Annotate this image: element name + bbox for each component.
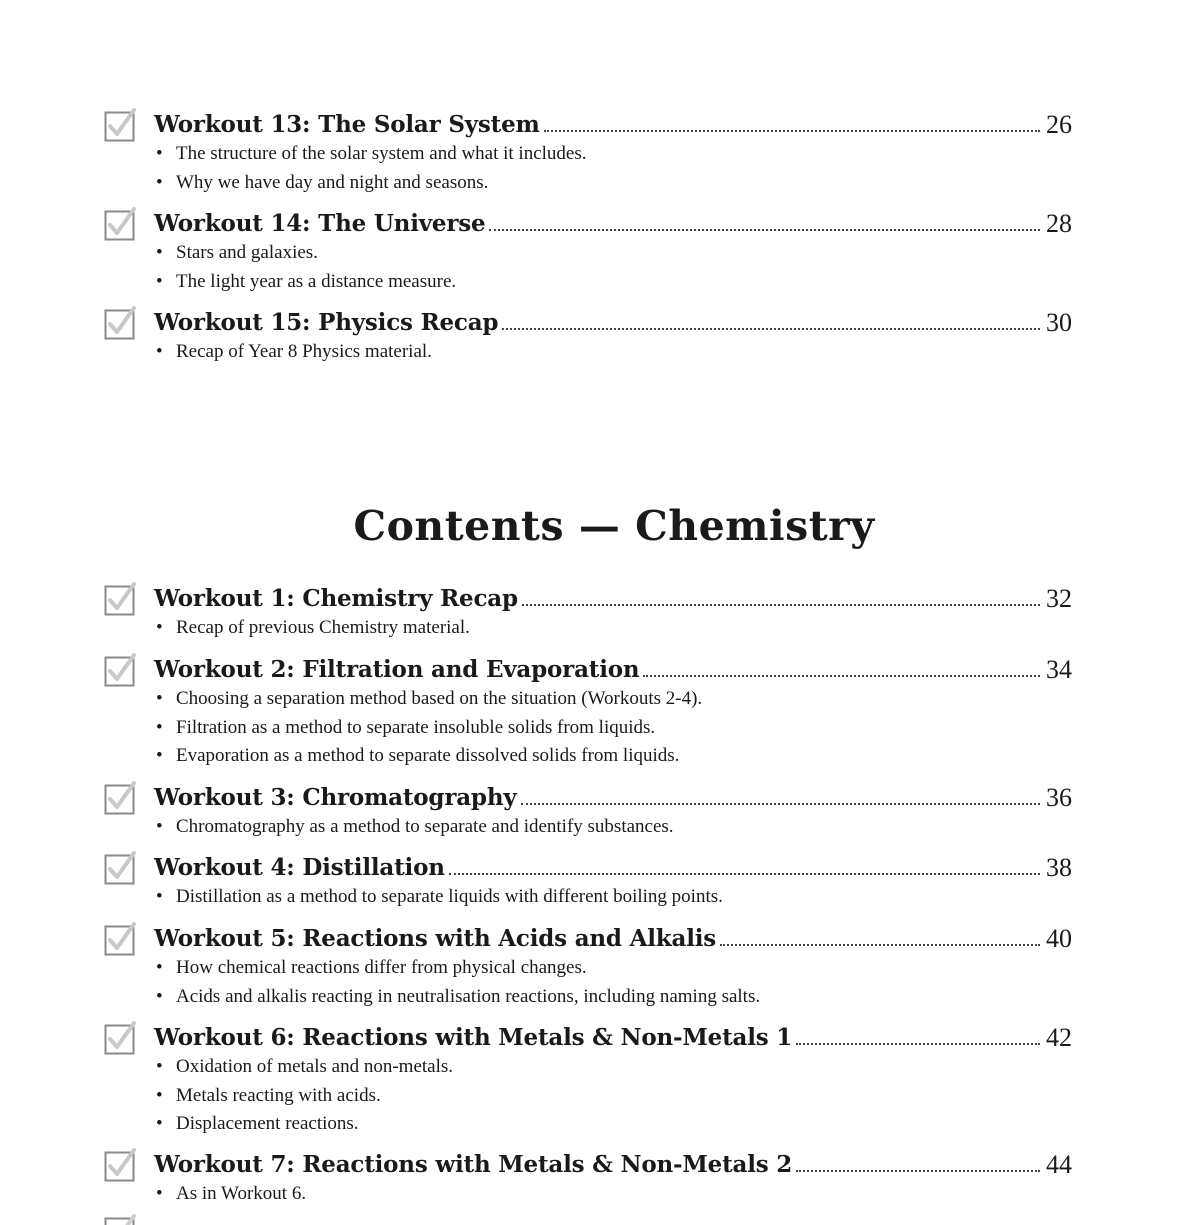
page-number: 42 bbox=[1046, 1023, 1072, 1052]
checkbox-tick-icon[interactable] bbox=[104, 1148, 138, 1182]
bullet-item bbox=[156, 1053, 1072, 1082]
entry-heading-row bbox=[104, 1019, 1072, 1053]
entry-heading-row bbox=[104, 651, 1072, 685]
bullet-item bbox=[156, 338, 1072, 367]
bullet-item bbox=[156, 1180, 1072, 1209]
workout-title: Workout 2: Filtration and Evaporation bbox=[154, 656, 640, 683]
bullet-item bbox=[156, 742, 1072, 771]
bullet-text: Evaporation as a method to separate dissolved solids from liquids. bbox=[176, 745, 680, 766]
entry-title-row bbox=[154, 779, 1072, 813]
bullet-glyph: • bbox=[156, 617, 163, 638]
entry-bullet-list bbox=[104, 1053, 1072, 1139]
contents-entry bbox=[104, 580, 1072, 643]
contents-entry bbox=[104, 1146, 1072, 1209]
bullet-text: Choosing a separation method based on the situation (Workouts 2-4). bbox=[176, 688, 703, 709]
page-number: 44 bbox=[1046, 1150, 1072, 1179]
bullet-item bbox=[156, 954, 1072, 983]
contents-entry bbox=[104, 205, 1072, 296]
page-number: 40 bbox=[1046, 924, 1072, 953]
checkbox-tick-icon[interactable] bbox=[104, 306, 138, 340]
bullet-text: Distillation as a method to separate liquids with different boiling points. bbox=[176, 886, 723, 907]
entry-bullet-list bbox=[104, 239, 1072, 296]
entry-title-row bbox=[154, 205, 1072, 239]
bullet-text: Metals reacting with acids. bbox=[176, 1084, 381, 1106]
bullet-glyph: • bbox=[156, 341, 163, 362]
entry-heading-row bbox=[104, 106, 1072, 140]
bullet-text: As in Workout 6. bbox=[176, 1183, 307, 1204]
bullet-item bbox=[156, 169, 1072, 198]
bullet-text: Chromatography as a method to separate and identify substances. bbox=[176, 816, 674, 837]
entry-title-row bbox=[154, 304, 1072, 338]
bullet-glyph: • bbox=[156, 886, 163, 907]
page-number: 38 bbox=[1046, 853, 1072, 882]
page-number: 32 bbox=[1046, 584, 1072, 613]
entry-title-row bbox=[154, 651, 1072, 685]
checkbox-tick-icon[interactable] bbox=[104, 108, 138, 142]
bullet-glyph: • bbox=[156, 270, 163, 292]
entry-heading-row bbox=[104, 580, 1072, 614]
entry-bullet-list bbox=[104, 140, 1072, 197]
checkbox-tick-icon[interactable] bbox=[104, 851, 138, 885]
entry-heading-row bbox=[104, 779, 1072, 813]
entry-title-row bbox=[154, 580, 1072, 614]
contents-entry bbox=[104, 304, 1072, 367]
dot-leader bbox=[521, 802, 1040, 805]
bullet-text: Filtration as a method to separate insoluble solids from liquids. bbox=[176, 716, 656, 738]
workout-title: Workout 14: The Universe bbox=[154, 210, 486, 237]
bullet-text: Displacement reactions. bbox=[176, 1113, 359, 1134]
checkbox-tick-icon[interactable] bbox=[104, 781, 138, 815]
contents-entry bbox=[104, 1019, 1072, 1139]
checkbox-tick-icon[interactable] bbox=[104, 582, 138, 616]
entry-title-row bbox=[154, 1146, 1072, 1180]
entry-title-row bbox=[154, 106, 1072, 140]
bullet-text: Recap of previous Chemistry material. bbox=[176, 617, 470, 638]
dot-leader bbox=[643, 674, 1040, 677]
bullet-glyph: • bbox=[156, 1084, 163, 1106]
bullet-glyph: • bbox=[156, 957, 163, 978]
workout-title: Workout 4: Distillation bbox=[154, 854, 445, 881]
page-number: 34 bbox=[1046, 655, 1072, 684]
bullet-glyph: • bbox=[156, 1056, 163, 1077]
checkbox-icon-partial bbox=[104, 1214, 138, 1225]
dot-leader bbox=[720, 943, 1040, 946]
bullet-item bbox=[156, 983, 1072, 1012]
bullet-text: Oxidation of metals and non-metals. bbox=[176, 1056, 454, 1077]
bullet-item bbox=[156, 714, 1072, 743]
bullet-item bbox=[156, 813, 1072, 842]
page-number: 26 bbox=[1046, 110, 1072, 139]
bullet-text: How chemical reactions differ from physical changes. bbox=[176, 957, 587, 978]
dot-leader bbox=[544, 129, 1040, 132]
chemistry-contents-heading: Contents — Chemistry bbox=[353, 502, 875, 550]
workout-title: Workout 7: Reactions with Metals & Non-Metals 2 bbox=[154, 1151, 793, 1178]
entry-bullet-list bbox=[104, 685, 1072, 771]
bullet-item bbox=[156, 1082, 1072, 1111]
dot-leader bbox=[522, 603, 1040, 606]
bullet-text: Stars and galaxies. bbox=[176, 242, 318, 263]
workout-title: Workout 5: Reactions with Acids and Alkalis bbox=[154, 925, 717, 952]
bullet-glyph: • bbox=[156, 716, 163, 738]
dot-leader bbox=[796, 1169, 1040, 1172]
entry-title-row bbox=[154, 920, 1072, 954]
workout-title: Workout 1: Chemistry Recap bbox=[154, 585, 518, 612]
workout-title: Workout 3: Chromatography bbox=[154, 784, 517, 811]
entry-heading-row bbox=[104, 849, 1072, 883]
bullet-glyph: • bbox=[156, 242, 163, 263]
entry-title-row bbox=[154, 1019, 1072, 1053]
dot-leader bbox=[449, 872, 1040, 875]
bullet-glyph: • bbox=[156, 171, 163, 193]
checkbox-tick-icon[interactable] bbox=[104, 653, 138, 687]
checkbox-tick-icon[interactable] bbox=[104, 1021, 138, 1055]
checkbox-tick-icon[interactable] bbox=[104, 207, 138, 241]
bullet-glyph: • bbox=[156, 143, 163, 164]
bullet-item bbox=[156, 239, 1072, 268]
bullet-item bbox=[156, 614, 1072, 643]
entry-bullet-list bbox=[104, 813, 1072, 842]
bullet-glyph: • bbox=[156, 1183, 163, 1204]
contents-entry bbox=[104, 849, 1072, 912]
contents-entry bbox=[104, 779, 1072, 842]
bullet-text: Why we have day and night and seasons. bbox=[176, 171, 489, 193]
checkbox-tick-icon[interactable] bbox=[104, 922, 138, 956]
workout-title: Workout 13: The Solar System bbox=[154, 111, 540, 138]
page-number: 36 bbox=[1046, 783, 1072, 812]
entry-bullet-list bbox=[104, 883, 1072, 912]
bullet-glyph: • bbox=[156, 688, 163, 709]
dot-leader bbox=[489, 228, 1040, 231]
page-number: 30 bbox=[1046, 308, 1072, 337]
bullet-glyph: • bbox=[156, 1113, 163, 1134]
bullet-item bbox=[156, 685, 1072, 714]
bullet-glyph: • bbox=[156, 816, 163, 837]
entry-heading-row bbox=[104, 205, 1072, 239]
bullet-text: Recap of Year 8 Physics material. bbox=[176, 341, 432, 362]
bullet-item bbox=[156, 1110, 1072, 1139]
page-number: 28 bbox=[1046, 209, 1072, 238]
bullet-item bbox=[156, 140, 1072, 169]
entry-heading-row bbox=[104, 920, 1072, 954]
entry-bullet-list bbox=[104, 338, 1072, 367]
entry-bullet-list bbox=[104, 614, 1072, 643]
entry-bullet-list bbox=[104, 954, 1072, 1011]
bullet-item bbox=[156, 883, 1072, 912]
workout-title: Workout 15: Physics Recap bbox=[154, 309, 499, 336]
bullet-text: Acids and alkalis reacting in neutralisation reactions, including naming salts. bbox=[176, 985, 761, 1007]
bullet-item bbox=[156, 268, 1072, 297]
entry-heading-row bbox=[104, 1146, 1072, 1180]
bullet-text: The structure of the solar system and what it includes. bbox=[176, 143, 587, 164]
bullet-text: The light year as a distance measure. bbox=[176, 270, 457, 292]
bullet-glyph: • bbox=[156, 745, 163, 766]
dot-leader bbox=[796, 1042, 1040, 1045]
workout-title: Workout 6: Reactions with Metals & Non-Metals 1 bbox=[154, 1024, 793, 1051]
entry-bullet-list bbox=[104, 1180, 1072, 1209]
contents-entry bbox=[104, 920, 1072, 1011]
contents-entry bbox=[104, 106, 1072, 197]
dot-leader bbox=[502, 327, 1040, 330]
entry-title-row bbox=[154, 849, 1072, 883]
entry-heading-row bbox=[104, 304, 1072, 338]
bullet-glyph: • bbox=[156, 985, 163, 1007]
contents-entry bbox=[104, 651, 1072, 771]
